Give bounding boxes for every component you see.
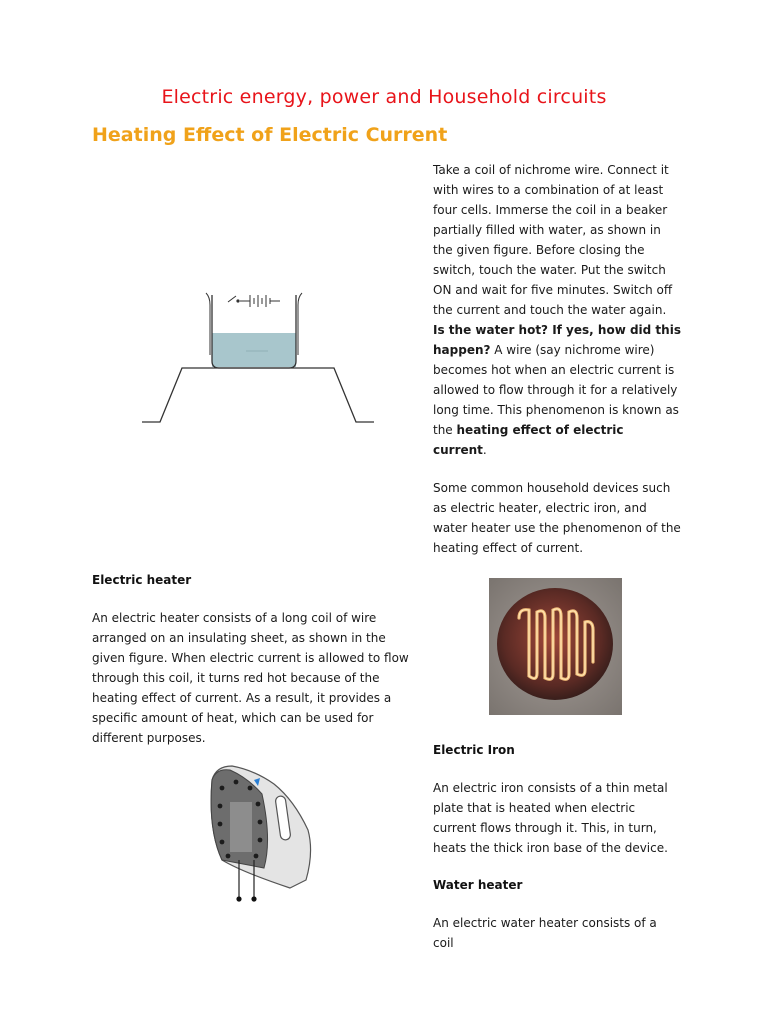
electric-heater-paragraph: An electric heater consists of a long coil of wire arranged on an insulating sheet, as shown in the given figure. When electric current is allowed to flow through this coil, it turns red hot because of the heating effect of current. As a result, it provides a specific amount of heat, which can be used for different purposes. [92, 611, 409, 745]
section-title: Heating Effect of Electric Current [92, 124, 448, 146]
intro-key-term: heating effect of electric current [433, 423, 624, 457]
electric-iron-heading: Electric Iron [433, 743, 515, 757]
devices-paragraph: Some common household devices such as electric heater, electric iron, and water heater use the phenomenon of the heating effect of current. [433, 481, 681, 555]
electric-iron-paragraph: An electric iron consists of a thin metal plate that is heated when electric current flows through it. This, in turn, heats the thick iron base of the device. [433, 781, 668, 855]
heater-coil-image [489, 578, 622, 715]
intro-question: Is the water hot? If yes, how did this happen? [433, 323, 681, 357]
water-heater-paragraph: An electric water heater consists of a coil [433, 916, 657, 950]
water-heater-heading: Water heater [433, 878, 523, 892]
electric-heater-heading: Electric heater [92, 573, 192, 587]
page-title: Electric energy, power and Household circuits [161, 86, 607, 108]
beaker-apparatus-figure [138, 285, 378, 425]
intro-text-c: . [482, 443, 487, 457]
electric-iron-figure [202, 760, 322, 905]
intro-paragraph [433, 160, 681, 460]
intro-text-a: Take a coil of nichrome wire. Connect it with wires to a combination of at least four cells. Immerse the coil in a beaker partially filled with water, as shown in the given figure. Before closing the switch, touch the water. Put the switch ON and wait for five minutes. Switch off the current and touch the water again. [433, 163, 673, 317]
intro-text-b: A wire (say nichrome wire) becomes hot when an electric current is allowed to flow through it for a relatively long time. This phenomenon is known as the [433, 343, 679, 437]
